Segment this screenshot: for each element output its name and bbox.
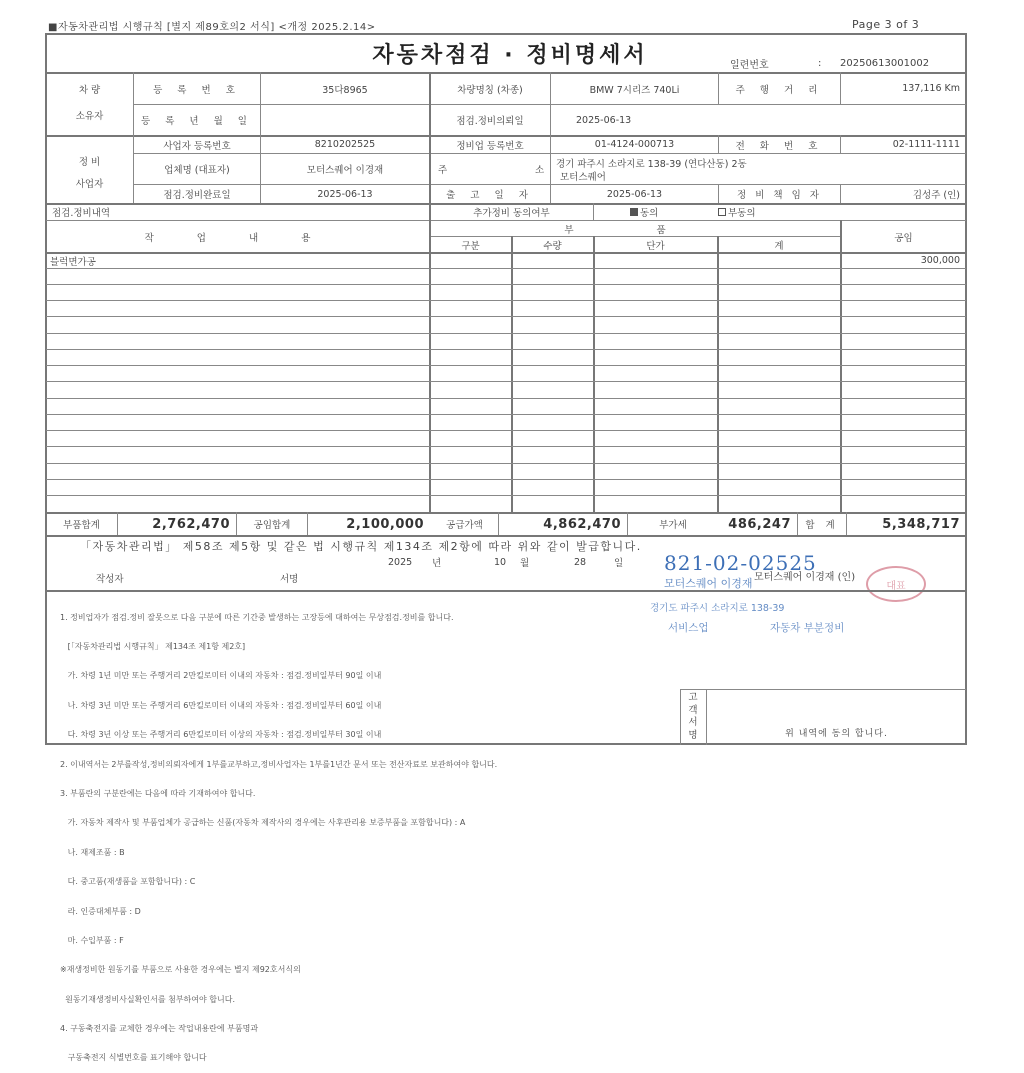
serial-number: 20250613001002 <box>840 57 930 69</box>
completion-date: 2025-06-13 <box>317 188 373 200</box>
work-header: 작 업 내 용 <box>144 232 331 244</box>
note-line: 3. 부품란의 구분란에는 다음에 따라 기재하여야 합니다. <box>60 788 256 798</box>
release-label: 출 고 일 자 <box>446 190 534 201</box>
details-section-label: 점검.정비내역 <box>52 208 111 219</box>
month-unit: 월 <box>520 558 530 569</box>
note-line: 2. 이내역서는 2부를작성,정비의뢰자에게 1부를교부하고,정비사업자는 1부를1년간 문서 또는 전산자료로 보관하여야 합니다. <box>60 759 498 769</box>
supply-label: 공급가액 <box>446 520 483 531</box>
consent-no-option[interactable] <box>718 204 798 220</box>
page-indicator: Page 3 of 3 <box>852 18 920 31</box>
customer-sign-label: 고 객 서 명 <box>688 692 698 741</box>
owner-section-label: 차 량 <box>78 85 101 96</box>
part-unit-price <box>594 253 717 268</box>
note-line: 구동축전지 식별번호를 표기해야 합니다 <box>60 1053 207 1063</box>
shop-reg-label: 정비업 등록번호 <box>456 140 524 152</box>
note-line: ※재생정비한 원동기를 부품으로 사용한 경우에는 별지 제92호서식의 <box>60 965 301 975</box>
declaration-month: 10 <box>494 556 507 568</box>
declaration-day: 28 <box>574 556 587 568</box>
labor-total-value: 2,100,000 <box>346 516 424 532</box>
parts-header: 부 품 <box>564 224 706 236</box>
customer-signature-field[interactable] <box>707 691 966 725</box>
consent-label: 추가정비 동의여부 <box>473 208 550 219</box>
reg-no-label: 등 록 번 호 <box>153 84 241 96</box>
parts-total-value: 2,762,470 <box>152 516 230 532</box>
reg-no-value: 35다8965 <box>322 84 368 96</box>
declaration-year: 2025 <box>388 556 413 568</box>
work-item: 블럭면가공 <box>50 256 96 268</box>
note-line: [「자동차관리법 시행규칙」 제134조 제1항 제2호] <box>60 641 246 651</box>
sign-label: 서명 <box>280 574 299 585</box>
company-label: 업체명 (대표자) <box>164 165 230 176</box>
mileage-value: 137,116 Km <box>902 83 960 94</box>
model-value: BMW 7시리즈 740Li <box>589 84 680 96</box>
request-date-value: 2025-06-13 <box>576 114 632 126</box>
stamp-reg-number: 821-02-02525 <box>664 551 817 575</box>
serial-label: 일련번호 <box>730 59 769 71</box>
note-line: 다. 차령 3년 이상 또는 주행거리 6만킬로미터 이상의 자동차 : 점검.정비일부터 30일 이내 <box>60 730 382 740</box>
completion-label: 점검.정비완료일 <box>163 190 231 201</box>
supply-value: 4,862,470 <box>543 516 621 532</box>
page-title: 자동차점검 · 정비명세서 <box>372 42 648 68</box>
consent-yes-checkbox[interactable] <box>630 208 638 216</box>
part-category <box>430 253 511 268</box>
note-line: 1. 정비업자가 점검.정비 잘못으로 다음 구분에 따른 기간중 발생하는 고장등에 대하여는 무상점검.정비를 합니다. <box>60 612 454 622</box>
vat-value: 486,247 <box>728 516 791 532</box>
issuer-name: 모터스퀘어 이경재 (인) <box>754 571 856 583</box>
grand-total-label: 합 계 <box>805 520 839 531</box>
address-label-2: 소 <box>535 165 545 176</box>
business-section-label: 정 비 <box>78 157 101 168</box>
consent-no-checkbox[interactable] <box>718 208 726 216</box>
labor-cost: 300,000 <box>920 255 960 266</box>
grand-total-value: 5,348,717 <box>882 516 960 532</box>
shop-reg-value: 01-4124-000713 <box>594 139 675 150</box>
reg-date-label: 등 록 년 월 일 <box>141 116 253 127</box>
note-line: 다. 중고품(재생품을 포함합니다) : C <box>60 877 196 887</box>
business-section-label-2: 사업자 <box>75 179 104 190</box>
note-line: 마. 수입부품 : F <box>60 935 124 945</box>
biz-reg-value: 8210202525 <box>314 139 376 150</box>
part-total <box>718 253 840 268</box>
consent-yes-label: 동의 <box>640 208 659 219</box>
address-line-2: 모터스퀘어 <box>560 171 606 183</box>
phone-label: 전 화 번 호 <box>735 140 824 152</box>
company-seal: 대표 <box>866 566 926 602</box>
stamp-business-category: 자동차 부분정비 <box>770 621 845 634</box>
vat-label: 부가세 <box>659 520 687 531</box>
customer-consent-text: 위 내역에 동의 합니다. <box>785 728 888 739</box>
note-line: 가. 차령 1년 미만 또는 주행거리 2만킬로미터 이내의 자동차 : 점검.정비일부터 90일 이내 <box>60 671 382 681</box>
year-unit: 년 <box>432 558 442 569</box>
note-line: 나. 차령 3년 미만 또는 주행거리 6만킬로미터 이내의 자동차 : 점검.정비일부터 60일 이내 <box>60 700 382 710</box>
phone-value: 02-1111-1111 <box>892 139 960 150</box>
note-line: 원동기재생정비사실확인서를 첨부하여야 합니다. <box>60 994 236 1004</box>
stamp-company: 모터스퀘어 이경재 <box>664 577 753 590</box>
serial-sep: : <box>818 57 822 69</box>
parts-col-total: 계 <box>774 240 784 252</box>
parts-col-category: 구분 <box>461 240 480 252</box>
note-line: 가. 자동차 제작사 및 부품업체가 공급하는 신품(자동차 제작사의 경우에는 사후관리용 보증부품을 포함합니다) : A <box>60 818 466 828</box>
manager-value: 김성주 (인) <box>912 190 960 201</box>
request-date-label: 점검.정비의뢰일 <box>456 116 524 127</box>
owner-section-label-2: 소유자 <box>75 111 104 122</box>
model-label: 차량명칭 (차종) <box>457 84 523 96</box>
reg-date-value <box>261 105 429 135</box>
release-date: 2025-06-13 <box>606 188 663 200</box>
stamp-business-type: 서비스업 <box>668 621 709 634</box>
address-label-1: 주 <box>438 165 448 176</box>
parts-col-qty: 수량 <box>543 240 562 252</box>
parts-col-unit-price: 단가 <box>646 240 665 252</box>
author-label: 작성자 <box>96 574 124 585</box>
declaration-statement: 「자동차관리법」 제58조 제5항 및 같은 법 시행규칙 제134조 제2항에 따라 위와 같이 발급합니다. <box>80 540 642 553</box>
part-qty <box>512 253 593 268</box>
address-line-1: 경기 파주시 소라지로 138-39 (연다산동) 2동 <box>556 158 747 170</box>
consent-no-label: 부동의 <box>728 208 756 219</box>
note-line: 4. 구동축전지를 교체한 경우에는 작업내용란에 부품명과 <box>60 1024 259 1034</box>
biz-reg-label: 사업자 등록번호 <box>163 140 231 152</box>
labor-header: 공임 <box>894 232 913 244</box>
consent-yes-option[interactable] <box>630 204 700 220</box>
note-line: 라. 인증대체부품 : D <box>60 906 141 916</box>
notes-block <box>60 593 497 1073</box>
note-line: 나. 재제조품 : B <box>60 847 125 857</box>
manager-label: 정 비 책 임 자 <box>737 190 822 201</box>
company-value: 모터스퀘어 이경재 <box>306 165 384 176</box>
parts-total-label: 부품합계 <box>63 520 100 531</box>
form-reference: ■자동차관리법 시행규칙 [별지 제89호의2 서식] <개정 2025.2.14> <box>48 22 376 33</box>
mileage-label: 주 행 거 리 <box>735 84 824 96</box>
day-unit: 일 <box>614 558 624 569</box>
labor-total-label: 공임합계 <box>253 520 291 531</box>
stamp-address: 경기도 파주시 소라지로 138-39 <box>650 603 785 614</box>
